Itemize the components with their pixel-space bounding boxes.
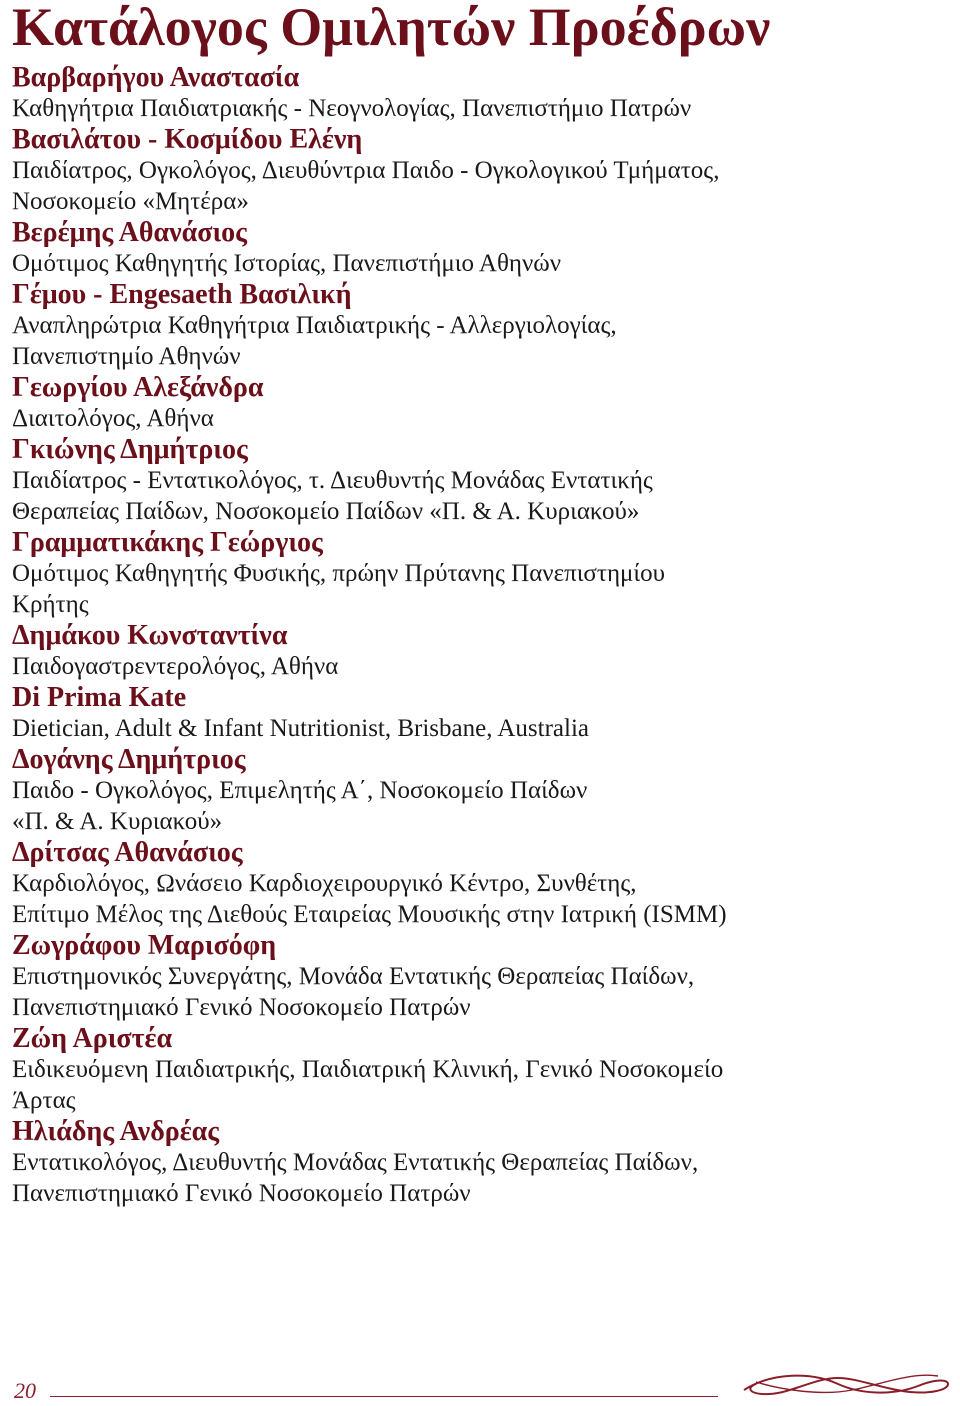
speaker-name: Βαρβαρήγου Αναστασία [12,62,300,93]
speaker-affiliation [12,465,952,527]
footer-rule [50,1396,718,1397]
affiliation-line: Κρήτης [12,591,89,618]
affiliation-line: «Π. & Α. Κυριακού» [12,808,223,835]
affiliation-line: Παιδίατρος, Ογκολόγος, Διευθύντρια Παιδο - Ογκολογικού Τμήματος, [12,157,720,184]
affiliation-line: Ομότιμος Καθηγητής Ιστορίας, Πανεπιστήμιο Αθηνών [12,250,562,277]
affiliation-line: Πανεπιστημίο Αθηνών [12,343,241,370]
speaker-entry [12,217,952,279]
speaker-name: Βασιλάτου - Κοσμίδου Ελένη [12,124,363,155]
speaker-entry [12,124,952,217]
speaker-affiliation [12,1054,952,1116]
speaker-entry [12,1023,952,1116]
affiliation-line: Αναπληρώτρια Καθηγήτρια Παιδιατρικής - Αλλεργιολογίας, [12,312,617,339]
speaker-entry [12,372,952,434]
affiliation-line: Διαιτολόγος, Αθήνα [12,405,214,432]
speaker-name: Δρίτσας Αθανάσιος [12,837,243,868]
speaker-entry [12,434,952,527]
speaker-affiliation [12,248,952,279]
affiliation-line: Επιστημονικός Συνεργάτης, Μονάδα Εντατικής Θεραπείας Παίδων, [12,963,695,990]
speaker-name: Di Prima Kate [12,682,187,713]
speaker-affiliation [12,1147,952,1209]
speaker-name: Ηλιάδης Ανδρέας [12,1116,220,1147]
affiliation-line: Παιδο - Ογκολόγος, Επιμελητής Α΄, Νοσοκομείο Παίδων [12,777,588,804]
speaker-entry [12,527,952,620]
speaker-name: Βερέμης Αθανάσιος [12,217,247,248]
flourish-ornament-icon [742,1368,952,1402]
speaker-entry [12,279,952,372]
affiliation-line: Παιδίατρος - Εντατικολόγος, τ. Διευθυντής Μονάδας Εντατικής [12,467,653,494]
speaker-name: Γραμματικάκης Γεώργιος [12,527,323,558]
affiliation-line: Καρδιολόγος, Ωνάσειο Καρδιοχειρουργικό Κέντρο, Συνθέτης, [12,870,637,897]
speaker-entry [12,620,952,682]
speaker-entry [12,1116,952,1209]
page-number: 20 [14,1378,36,1403]
speaker-affiliation [12,868,952,930]
speaker-name: Ζωγράφου Μαρισόφη [12,930,277,961]
affiliation-line: Dietician, Adult & Infant Nutritionist, Brisbane, Australia [12,715,589,742]
affiliation-line: Ομότιμος Καθηγητής Φυσικής, πρώην Πρύτανης Πανεπιστημίου [12,560,666,587]
affiliation-line: Επίτιμο Μέλος της Διεθούς Εταιρείας Μουσικής στην Ιατρική (ISMM) [12,901,727,928]
speaker-affiliation [12,775,952,837]
affiliation-line: Πανεπιστημιακό Γενικό Νοσοκομείο Πατρών [12,994,471,1021]
speaker-name: Γκιώνης Δημήτριος [12,434,248,465]
speaker-name: Γεωργίου Αλεξάνδρα [12,372,264,403]
affiliation-line: Καθηγήτρια Παιδιατριακής - Νεογνολογίας, Πανεπιστήμιο Πατρών [12,95,692,122]
speaker-affiliation [12,155,952,217]
speaker-list [12,62,952,1209]
affiliation-line: Εντατικολόγος, Διευθυντής Μονάδας Εντατικής Θεραπείας Παίδων, [12,1149,699,1176]
speaker-entry [12,682,952,744]
affiliation-line: Νοσοκομείο «Μητέρα» [12,188,249,215]
affiliation-line: Παιδογαστρεντερολόγος, Αθήνα [12,653,339,680]
speaker-entry [12,837,952,930]
speaker-affiliation [12,403,952,434]
speaker-affiliation [12,713,952,744]
speaker-name: Δογάνης Δημήτριος [12,744,246,775]
page-title: Κατάλογος Ομιλητών Προέδρων [12,0,771,57]
speaker-name: Ζώη Αριστέα [12,1023,173,1054]
speaker-affiliation [12,93,952,124]
speaker-affiliation [12,310,952,372]
speaker-name: Δημάκου Κωνσταντίνα [12,620,288,651]
speaker-entry [12,930,952,1023]
speaker-name: Γέμου - Engesaeth Βασιλική [12,279,352,310]
affiliation-line: Πανεπιστημιακό Γενικό Νοσοκομείο Πατρών [12,1180,471,1207]
affiliation-line: Άρτας [12,1087,76,1114]
affiliation-line: Ειδικευόμενη Παιδιατρικής, Παιδιατρική Κλινική, Γενικό Νοσοκομείο [12,1056,724,1083]
page-footer [0,1360,960,1406]
speaker-entry [12,744,952,837]
speaker-affiliation [12,651,952,682]
speaker-affiliation [12,558,952,620]
affiliation-line: Θεραπείας Παίδων, Νοσοκομείο Παίδων «Π. & Α. Κυριακού» [12,498,640,525]
speaker-affiliation [12,961,952,1023]
speaker-entry [12,62,952,124]
